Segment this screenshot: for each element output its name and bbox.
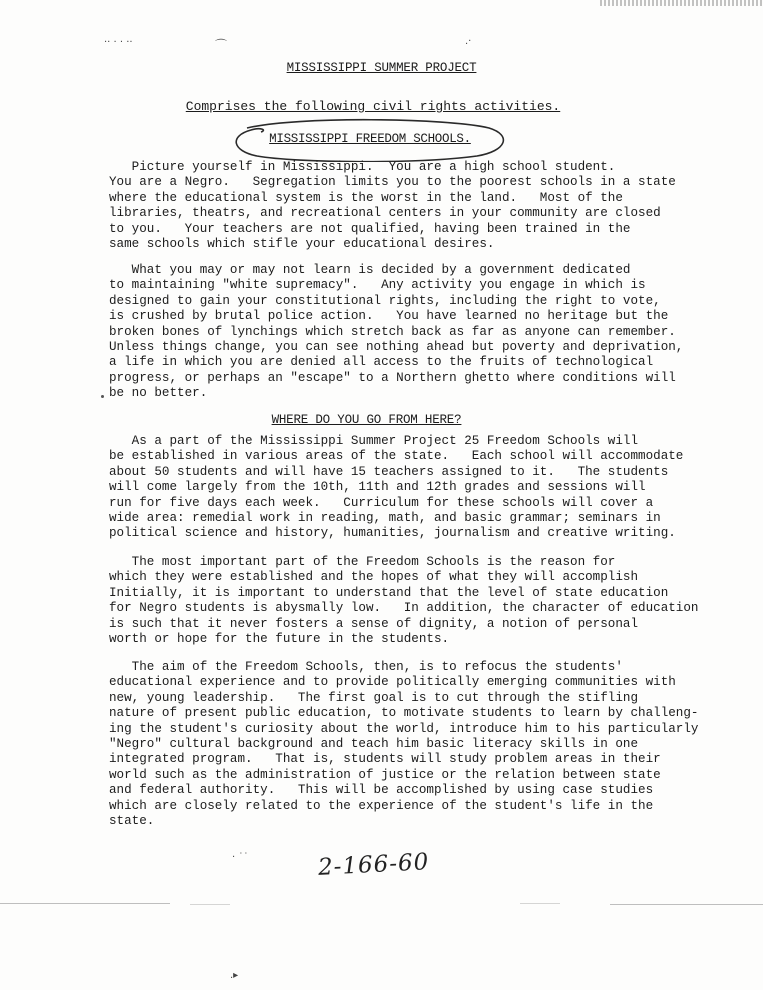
- handwritten-note: 2-166-60: [317, 849, 430, 881]
- scan-line-artifact: [520, 903, 560, 904]
- paragraph-line: world such as the administration of justice or the relation between state: [109, 767, 661, 782]
- paragraph-line: to maintaining "white supremacy". Any activity you engage in which is: [109, 278, 646, 293]
- paragraph-line: which they were established and the hopes of what they will accomplish: [109, 570, 639, 585]
- paragraph-line: about 50 students and will have 15 teachers assigned to it. The students: [109, 464, 669, 479]
- paragraph-line: ing the student's curiosity about the world, introduce him to his particularly: [109, 721, 699, 736]
- paragraph-line: be established in various areas of the state. Each school will accommodate: [109, 449, 684, 464]
- scan-line-artifact: [190, 904, 230, 905]
- paragraph-line: to you. Your teachers are not qualified, having been trained in the: [109, 221, 631, 236]
- section-title: MISSISSIPPI FREEDOM SCHOOLS.: [269, 132, 471, 146]
- paragraph-line: What you may or may not learn is decided by a government dedicated: [109, 263, 631, 277]
- paragraph-line: wide area: remedial work in reading, math, and basic grammar; seminars in: [109, 511, 661, 526]
- scan-speck: .▸: [230, 970, 239, 981]
- scan-speck: .. . . ..: [104, 34, 133, 45]
- paragraph-line: run for five days each week. Curriculum for these schools will cover a: [109, 495, 654, 510]
- paragraph-line: Picture yourself in Mississippi. You are a high school student.: [109, 160, 616, 174]
- scan-edge-artifact: [600, 0, 763, 6]
- paragraph-line: designed to gain your constitutional rights, including the right to vote,: [109, 293, 661, 308]
- paragraph-1: [109, 160, 699, 252]
- paragraph-line: which are closely related to the experience of the student's life in the: [109, 798, 654, 813]
- paragraph-2: [109, 263, 699, 402]
- scan-speck: .·: [465, 36, 472, 47]
- paragraph-line: The most important part of the Freedom Schools is the reason for: [109, 555, 616, 569]
- scan-line-artifact: [0, 903, 170, 904]
- paragraph-line: state.: [109, 814, 155, 829]
- paragraph-line: broken bones of lynchings which stretch back as far as anyone can remember.: [109, 324, 676, 339]
- document-subtitle: Comprises the following civil rights activities.: [185, 99, 561, 114]
- paragraph-line: The aim of the Freedom Schools, then, is to refocus the students': [109, 660, 623, 674]
- paragraph-line: political science and history, humanities, journalism and creative writing.: [109, 526, 676, 541]
- paragraph-line: libraries, theatrs, and recreational centers in your community are closed: [109, 206, 661, 221]
- paragraph-line: Unless things change, you can see nothing ahead but poverty and deprivation,: [109, 340, 684, 355]
- paragraph-3: [109, 434, 699, 542]
- paragraph-line: a life in which you are denied all access to the fruits of technological: [109, 355, 654, 370]
- paragraph-line: and federal authority. This will be accomplished by using case studies: [109, 783, 654, 798]
- paragraph-line: worth or hope for the future in the students.: [109, 632, 450, 647]
- paragraph-line: new, young leadership. The first goal is to cut through the stifling: [109, 690, 639, 705]
- paragraph-line: will come largely from the 10th, 11th and 12th grades and sessions will: [109, 480, 646, 495]
- paragraph-5: [109, 660, 699, 829]
- paragraph-line: You are a Negro. Segregation limits you to the poorest schools in a state: [109, 175, 676, 190]
- paragraph-line: As a part of the Mississippi Summer Project 25 Freedom Schools will: [109, 434, 639, 448]
- paragraph-line: is crushed by brutal police action. You have learned no heritage but the: [109, 309, 669, 324]
- paragraph-line: integrated program. That is, students will study problem areas in their: [109, 752, 661, 767]
- paragraph-line: Initially, it is important to understand that the level of state education: [109, 585, 669, 600]
- paragraph-line: educational experience and to provide politically emerging communities with: [109, 675, 676, 690]
- section-heading: WHERE DO YOU GO FROM HERE?: [271, 413, 462, 427]
- paragraph-line: where the educational system is the worst in the land. Most of the: [109, 190, 623, 205]
- margin-mark: [101, 395, 104, 398]
- paragraph-line: be no better.: [109, 386, 208, 401]
- paragraph-line: same schools which stifle your educational desires.: [109, 237, 495, 252]
- paragraph-line: is such that it never fosters a sense of dignity, a notion of personal: [109, 616, 639, 631]
- scan-line-artifact: [610, 904, 763, 905]
- paragraph-4: [109, 555, 699, 647]
- paragraph-line: "Negro" cultural background and teach him basic literacy skills in one: [109, 737, 639, 752]
- scan-speck: · ˙˙: [232, 852, 249, 863]
- paragraph-line: progress, or perhaps an "escape" to a Northern ghetto where conditions will: [109, 370, 676, 385]
- paragraph-line: for Negro students is abysmally low. In addition, the character of education: [109, 601, 699, 616]
- paragraph-line: nature of present public education, to motivate students to learn by challeng-: [109, 706, 699, 721]
- document-title: MISSISSIPPI SUMMER PROJECT: [286, 61, 477, 75]
- scan-speck: ⌒: [215, 38, 228, 52]
